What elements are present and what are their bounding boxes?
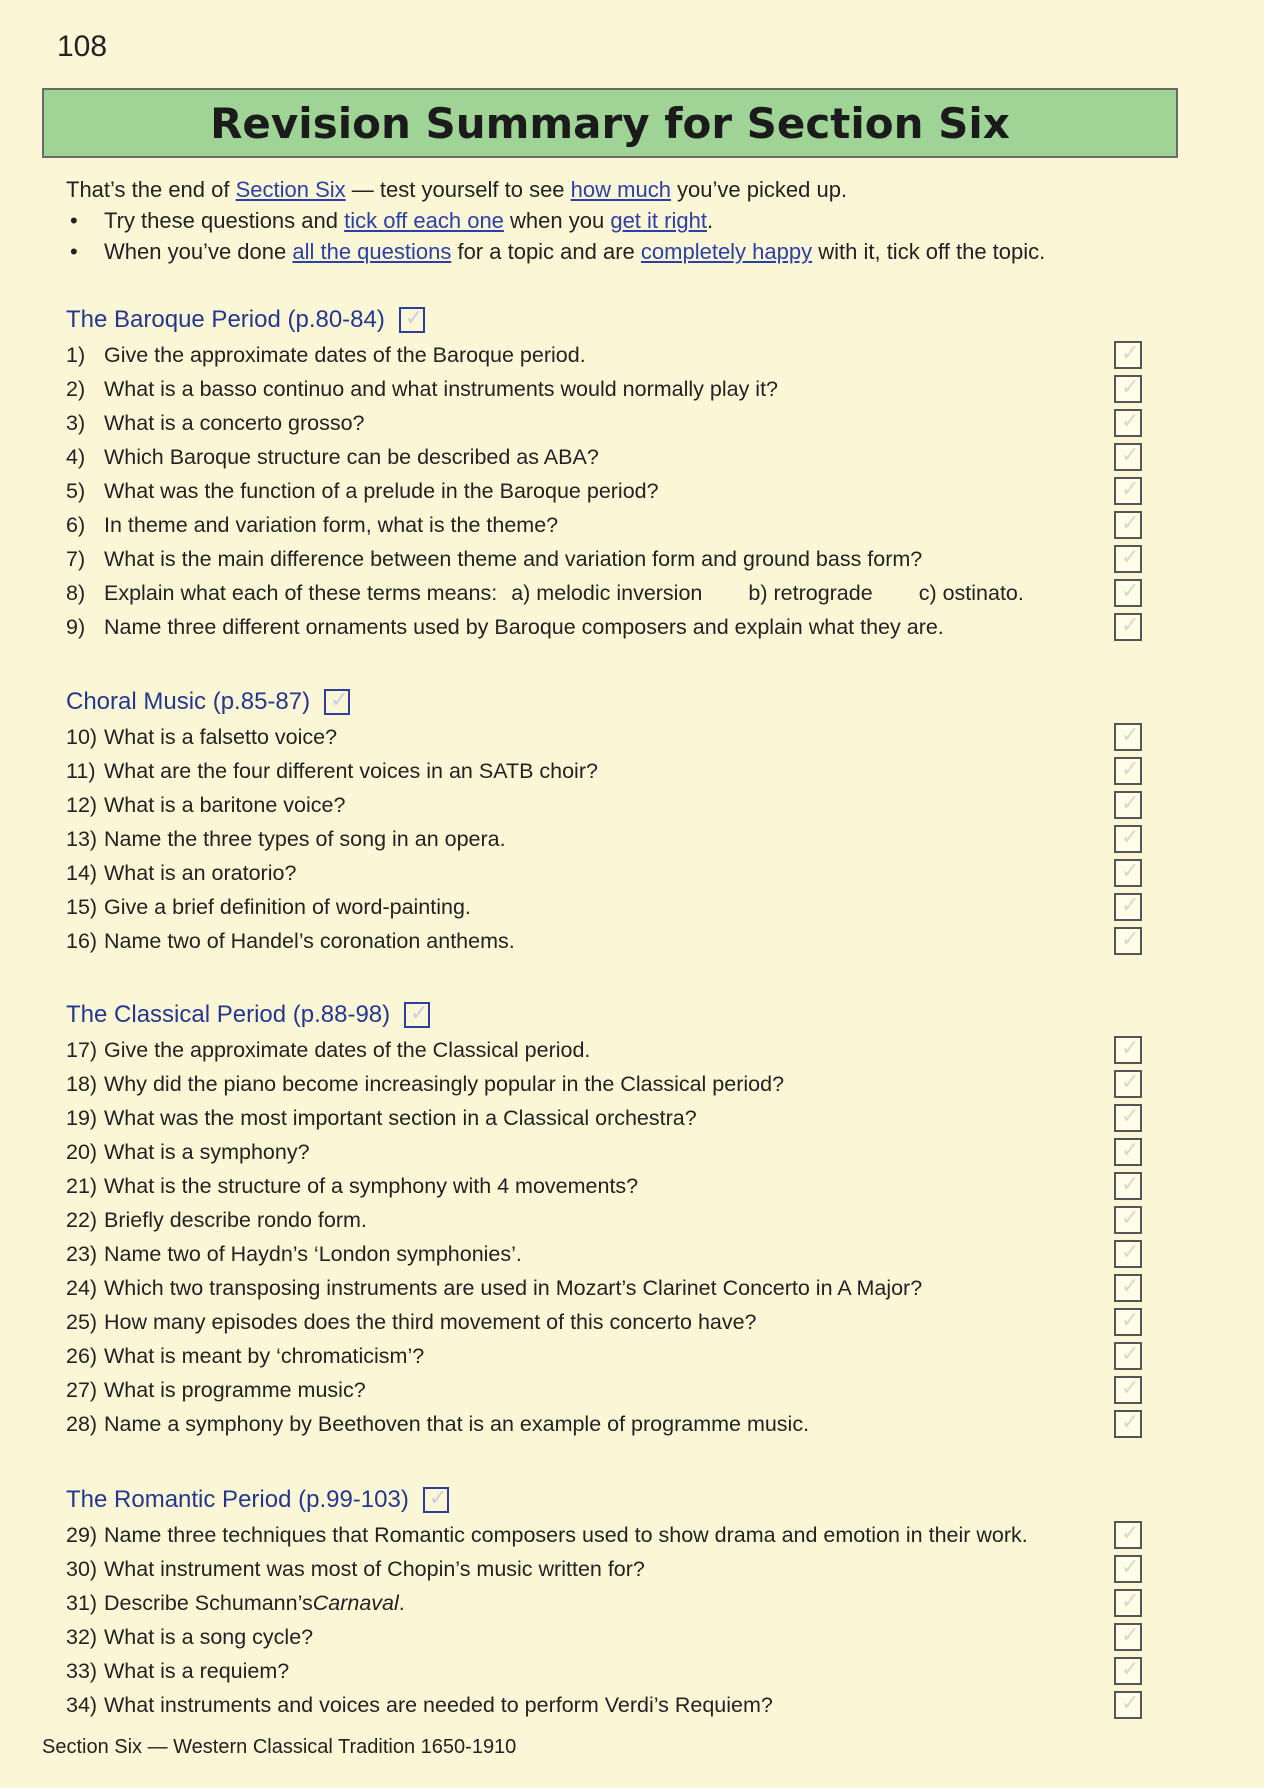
section (66, 997, 1146, 1441)
question-checkbox[interactable] (1114, 1691, 1142, 1719)
intro-bullets (66, 205, 1176, 267)
question-number: 7) (66, 546, 86, 571)
question-number: 4) (66, 444, 86, 469)
question-row (66, 1135, 1146, 1169)
question-checkbox[interactable] (1114, 1555, 1142, 1583)
question-text: What was the function of a prelude in the Baroque period? (104, 478, 659, 503)
question-text: Which Baroque structure can be described as ABA? (104, 444, 599, 469)
question-number: 9) (66, 614, 86, 639)
question-row (66, 890, 1146, 924)
question-checkbox[interactable] (1114, 757, 1142, 785)
question-row (66, 542, 1146, 576)
question-number: 24) (66, 1275, 98, 1300)
question-text: Name a symphony by Beethoven that is an example of programme music. (104, 1411, 810, 1436)
question-text: What is a concerto grosso? (104, 410, 365, 435)
question-row (66, 1688, 1146, 1722)
intro-link: get it right (610, 208, 707, 233)
intro-link: all the questions (292, 239, 452, 264)
question-row (66, 1620, 1146, 1654)
question-number: 18) (66, 1071, 98, 1096)
question-text: Name three different ornaments used by Baroque composers and explain what they are. (104, 614, 944, 639)
question-checkbox[interactable] (1114, 1410, 1142, 1438)
check-icon: ✓ (1121, 722, 1140, 747)
check-icon: ✓ (1121, 1375, 1140, 1400)
question-row (66, 610, 1146, 644)
question-number: 8) (66, 580, 86, 605)
question-text: What is a baritone voice? (104, 792, 346, 817)
question-checkbox[interactable] (1114, 927, 1142, 955)
topic-checkbox[interactable] (399, 307, 425, 333)
question-number: 29) (66, 1522, 98, 1547)
question-row (66, 1373, 1146, 1407)
check-icon: ✓ (1121, 476, 1140, 501)
question-number: 34) (66, 1692, 98, 1717)
question-text: Name two of Haydn’s ‘London symphonies’. (104, 1241, 522, 1266)
question-checkbox[interactable] (1114, 893, 1142, 921)
check-icon: ✓ (1121, 1341, 1140, 1366)
page-footer: Section Six — Western Classical Tradition 1650-1910 (42, 1736, 517, 1758)
intro-line (66, 174, 1176, 205)
question-checkbox[interactable] (1114, 1657, 1142, 1685)
check-icon: ✓ (1121, 340, 1140, 365)
section (66, 684, 1146, 958)
section-title (66, 1482, 1146, 1518)
intro-link: tick off each one (344, 208, 504, 233)
question-number: 12) (66, 792, 98, 817)
question-row (66, 1407, 1146, 1441)
question-text: What is a song cycle? (104, 1624, 314, 1649)
title-banner (42, 88, 1178, 158)
question-checkbox[interactable] (1114, 1240, 1142, 1268)
question-text: Name the three types of song in an opera. (104, 826, 506, 851)
intro-link: how much (570, 177, 671, 202)
question-number: 17) (66, 1037, 98, 1062)
check-icon: ✓ (1121, 1588, 1140, 1613)
check-icon: ✓ (1121, 1656, 1140, 1681)
question-number: 19) (66, 1105, 98, 1130)
section-title (66, 302, 1146, 338)
question-row (66, 1271, 1146, 1305)
question-checkbox[interactable] (1114, 1376, 1142, 1404)
question-text: What was the most important section in a Classical orchestra? (104, 1105, 697, 1130)
question-checkbox[interactable] (1114, 1070, 1142, 1098)
section-title-text: Choral Music (p.85-87) (66, 688, 311, 715)
question-row (66, 474, 1146, 508)
question-text: Which two transposing instruments are used in Mozart’s Clarinet Concerto in A Major? (104, 1275, 923, 1300)
question-number: 5) (66, 478, 86, 503)
question-text: What instruments and voices are needed to perform Verdi’s Requiem? (104, 1692, 773, 1717)
section-title (66, 997, 1146, 1033)
check-icon: ✓ (1121, 544, 1140, 569)
question-text: Briefly describe rondo form. (104, 1207, 367, 1232)
question-row (66, 1169, 1146, 1203)
question-list (66, 1033, 1146, 1441)
question-row (66, 1586, 1146, 1620)
question-checkbox[interactable] (1114, 511, 1142, 539)
question-number: 14) (66, 860, 98, 885)
check-icon: ✓ (1121, 926, 1140, 951)
check-icon: ✓ (1121, 1307, 1140, 1332)
question-checkbox[interactable] (1114, 1274, 1142, 1302)
question-row (66, 1518, 1146, 1552)
question-number: 33) (66, 1658, 98, 1683)
question-checkbox[interactable] (1114, 1206, 1142, 1234)
question-checkbox[interactable] (1114, 1589, 1142, 1617)
intro-text: — test yourself to see (345, 177, 571, 202)
question-text: Name three techniques that Romantic composers used to show drama and emotion in their work. (104, 1522, 1028, 1547)
check-icon: ✓ (1121, 1035, 1140, 1060)
question-checkbox[interactable] (1114, 1172, 1142, 1200)
question-checkbox[interactable] (1114, 1342, 1142, 1370)
intro-link: completely happy (640, 239, 813, 264)
check-icon: ✓ (1121, 756, 1140, 781)
intro-link: Section Six (235, 177, 346, 202)
question-number: 15) (66, 894, 98, 919)
check-icon: ✓ (1121, 790, 1140, 815)
question-text: Describe Schumann’s (104, 1590, 313, 1615)
question-text: What is a requiem? (104, 1658, 290, 1683)
check-icon: ✓ (428, 1485, 448, 1510)
question-row (66, 1033, 1146, 1067)
intro-text: with it, tick off the topic. (812, 239, 1046, 264)
check-icon: ✓ (1121, 1409, 1140, 1434)
question-row (66, 440, 1146, 474)
question-row (66, 822, 1146, 856)
question-row (66, 1067, 1146, 1101)
intro-text: for a topic and are (451, 239, 641, 264)
question-text: Explain what each of these terms means: (104, 580, 498, 605)
check-icon: ✓ (330, 687, 349, 712)
intro-text: Try these questions and (104, 208, 345, 233)
question-text: Give the approximate dates of the Classical period. (104, 1037, 591, 1062)
question-list (66, 338, 1146, 644)
question-number: 2) (66, 376, 86, 401)
question-number: 23) (66, 1241, 98, 1266)
check-icon: ✓ (1121, 578, 1140, 603)
question-number: 20) (66, 1139, 98, 1164)
question-number: 10) (66, 724, 98, 749)
check-icon: ✓ (1121, 1520, 1140, 1545)
check-icon: ✓ (404, 305, 424, 330)
question-number: 1) (66, 342, 86, 367)
question-checkbox[interactable] (1114, 1521, 1142, 1549)
question-number: 30) (66, 1556, 98, 1581)
check-icon: ✓ (1121, 824, 1140, 849)
question-checkbox[interactable] (1114, 791, 1142, 819)
section (66, 1482, 1146, 1722)
question-number: 32) (66, 1624, 98, 1649)
intro (66, 174, 1176, 267)
question-number: 16) (66, 928, 98, 953)
check-icon: ✓ (1121, 892, 1140, 917)
question-checkbox[interactable] (1114, 1104, 1142, 1132)
question-text: Name two of Handel’s coronation anthems. (104, 928, 515, 953)
question-row (66, 1339, 1146, 1373)
question-checkbox[interactable] (1114, 545, 1142, 573)
question-text: What is a symphony? (104, 1139, 310, 1164)
page-number: 108 (57, 30, 108, 63)
intro-bullet (104, 236, 1176, 267)
question-text: What is meant by ‘chromaticism’? (104, 1343, 425, 1368)
question-option: a) melodic inversion (511, 580, 703, 605)
question-text: What is the main difference between theme and variation form and ground bass form? (104, 546, 923, 571)
check-icon: ✓ (410, 1000, 429, 1025)
intro-text: you’ve picked up. (670, 177, 848, 202)
question-italic-text: Carnaval (312, 1590, 399, 1615)
question-row (66, 508, 1146, 542)
intro-text: That’s the end of (66, 177, 236, 202)
question-checkbox[interactable] (1114, 443, 1142, 471)
question-text: What is a basso continuo and what instruments would normally play it? (104, 376, 779, 401)
question-row (66, 924, 1146, 958)
question-row (66, 788, 1146, 822)
question-row (66, 338, 1146, 372)
intro-text: when you (503, 208, 611, 233)
section-title-text: The Classical Period (p.88-98) (66, 1001, 391, 1028)
check-icon: ✓ (1121, 1137, 1140, 1162)
question-checkbox[interactable] (1114, 375, 1142, 403)
check-icon: ✓ (1121, 1273, 1140, 1298)
question-checkbox[interactable] (1114, 613, 1142, 641)
check-icon: ✓ (1121, 1622, 1140, 1647)
check-icon: ✓ (1121, 1171, 1140, 1196)
intro-bullet (104, 205, 1176, 236)
check-icon: ✓ (1121, 1554, 1140, 1579)
question-checkbox[interactable] (1114, 859, 1142, 887)
question-row (66, 576, 1146, 610)
question-number: 3) (66, 410, 86, 435)
check-icon: ✓ (1121, 1690, 1140, 1715)
question-option: b) retrograde (748, 580, 873, 605)
check-icon: ✓ (1121, 1239, 1140, 1264)
question-number: 25) (66, 1309, 98, 1334)
question-list (66, 1518, 1146, 1722)
question-text: In theme and variation form, what is the theme? (104, 512, 559, 537)
check-icon: ✓ (1121, 442, 1140, 467)
section-title-text: The Romantic Period (p.99-103) (66, 1486, 409, 1513)
question-checkbox[interactable] (1114, 341, 1142, 369)
question-number: 28) (66, 1411, 98, 1436)
question-text: Give the approximate dates of the Baroque period. (104, 342, 586, 367)
question-checkbox[interactable] (1114, 409, 1142, 437)
check-icon: ✓ (1121, 1205, 1140, 1230)
question-checkbox[interactable] (1114, 1138, 1142, 1166)
question-checkbox[interactable] (1114, 723, 1142, 751)
question-checkbox[interactable] (1114, 579, 1142, 607)
question-text: What is an oratorio? (104, 860, 297, 885)
question-text: What are the four different voices in an SATB choir? (104, 758, 598, 783)
question-row (66, 856, 1146, 890)
check-icon: ✓ (1121, 1103, 1140, 1128)
question-row (66, 1237, 1146, 1271)
question-text: What is programme music? (104, 1377, 366, 1402)
question-row (66, 1203, 1146, 1237)
question-list (66, 720, 1146, 958)
question-number: 21) (66, 1173, 98, 1198)
question-text: Give a brief definition of word-painting. (104, 894, 471, 919)
intro-text: When you’ve done (104, 239, 293, 264)
question-checkbox[interactable] (1114, 1623, 1142, 1651)
question-checkbox[interactable] (1114, 1308, 1142, 1336)
check-icon: ✓ (1121, 858, 1140, 883)
question-checkbox[interactable] (1114, 1036, 1142, 1064)
question-text: Why did the piano become increasingly popular in the Classical period? (104, 1071, 785, 1096)
question-text: What is a falsetto voice? (104, 724, 338, 749)
question-option: c) ostinato. (918, 580, 1024, 605)
question-number: 22) (66, 1207, 98, 1232)
intro-text: . (706, 208, 714, 233)
question-row (66, 1305, 1146, 1339)
question-text: . (398, 1590, 405, 1615)
question-text: What instrument was most of Chopin’s music written for? (104, 1556, 645, 1581)
question-number: 26) (66, 1343, 98, 1368)
question-checkbox[interactable] (1114, 477, 1142, 505)
question-row (66, 406, 1146, 440)
question-row (66, 720, 1146, 754)
section-title (66, 684, 1146, 720)
topic-checkbox[interactable] (324, 689, 350, 715)
question-row (66, 1654, 1146, 1688)
topic-checkbox[interactable] (423, 1487, 449, 1513)
question-checkbox[interactable] (1114, 825, 1142, 853)
question-text: How many episodes does the third movement of this concerto have? (104, 1309, 757, 1334)
topic-checkbox[interactable] (404, 1002, 430, 1028)
question-number: 31) (66, 1590, 98, 1615)
question-row (66, 1552, 1146, 1586)
question-text: What is the structure of a symphony with 4 movements? (104, 1173, 639, 1198)
question-row (66, 754, 1146, 788)
question-row (66, 1101, 1146, 1135)
section-title-text: The Baroque Period (p.80-84) (66, 306, 385, 333)
question-number: 6) (66, 512, 86, 537)
check-icon: ✓ (1121, 612, 1140, 637)
question-row (66, 372, 1146, 406)
question-number: 11) (66, 758, 96, 783)
check-icon: ✓ (1121, 408, 1140, 433)
check-icon: ✓ (1121, 510, 1140, 535)
section (66, 302, 1146, 644)
question-number: 27) (66, 1377, 98, 1402)
check-icon: ✓ (1121, 1069, 1140, 1094)
question-number: 13) (66, 826, 98, 851)
page-title: Revision Summary for Section Six (210, 98, 1010, 148)
check-icon: ✓ (1121, 374, 1140, 399)
